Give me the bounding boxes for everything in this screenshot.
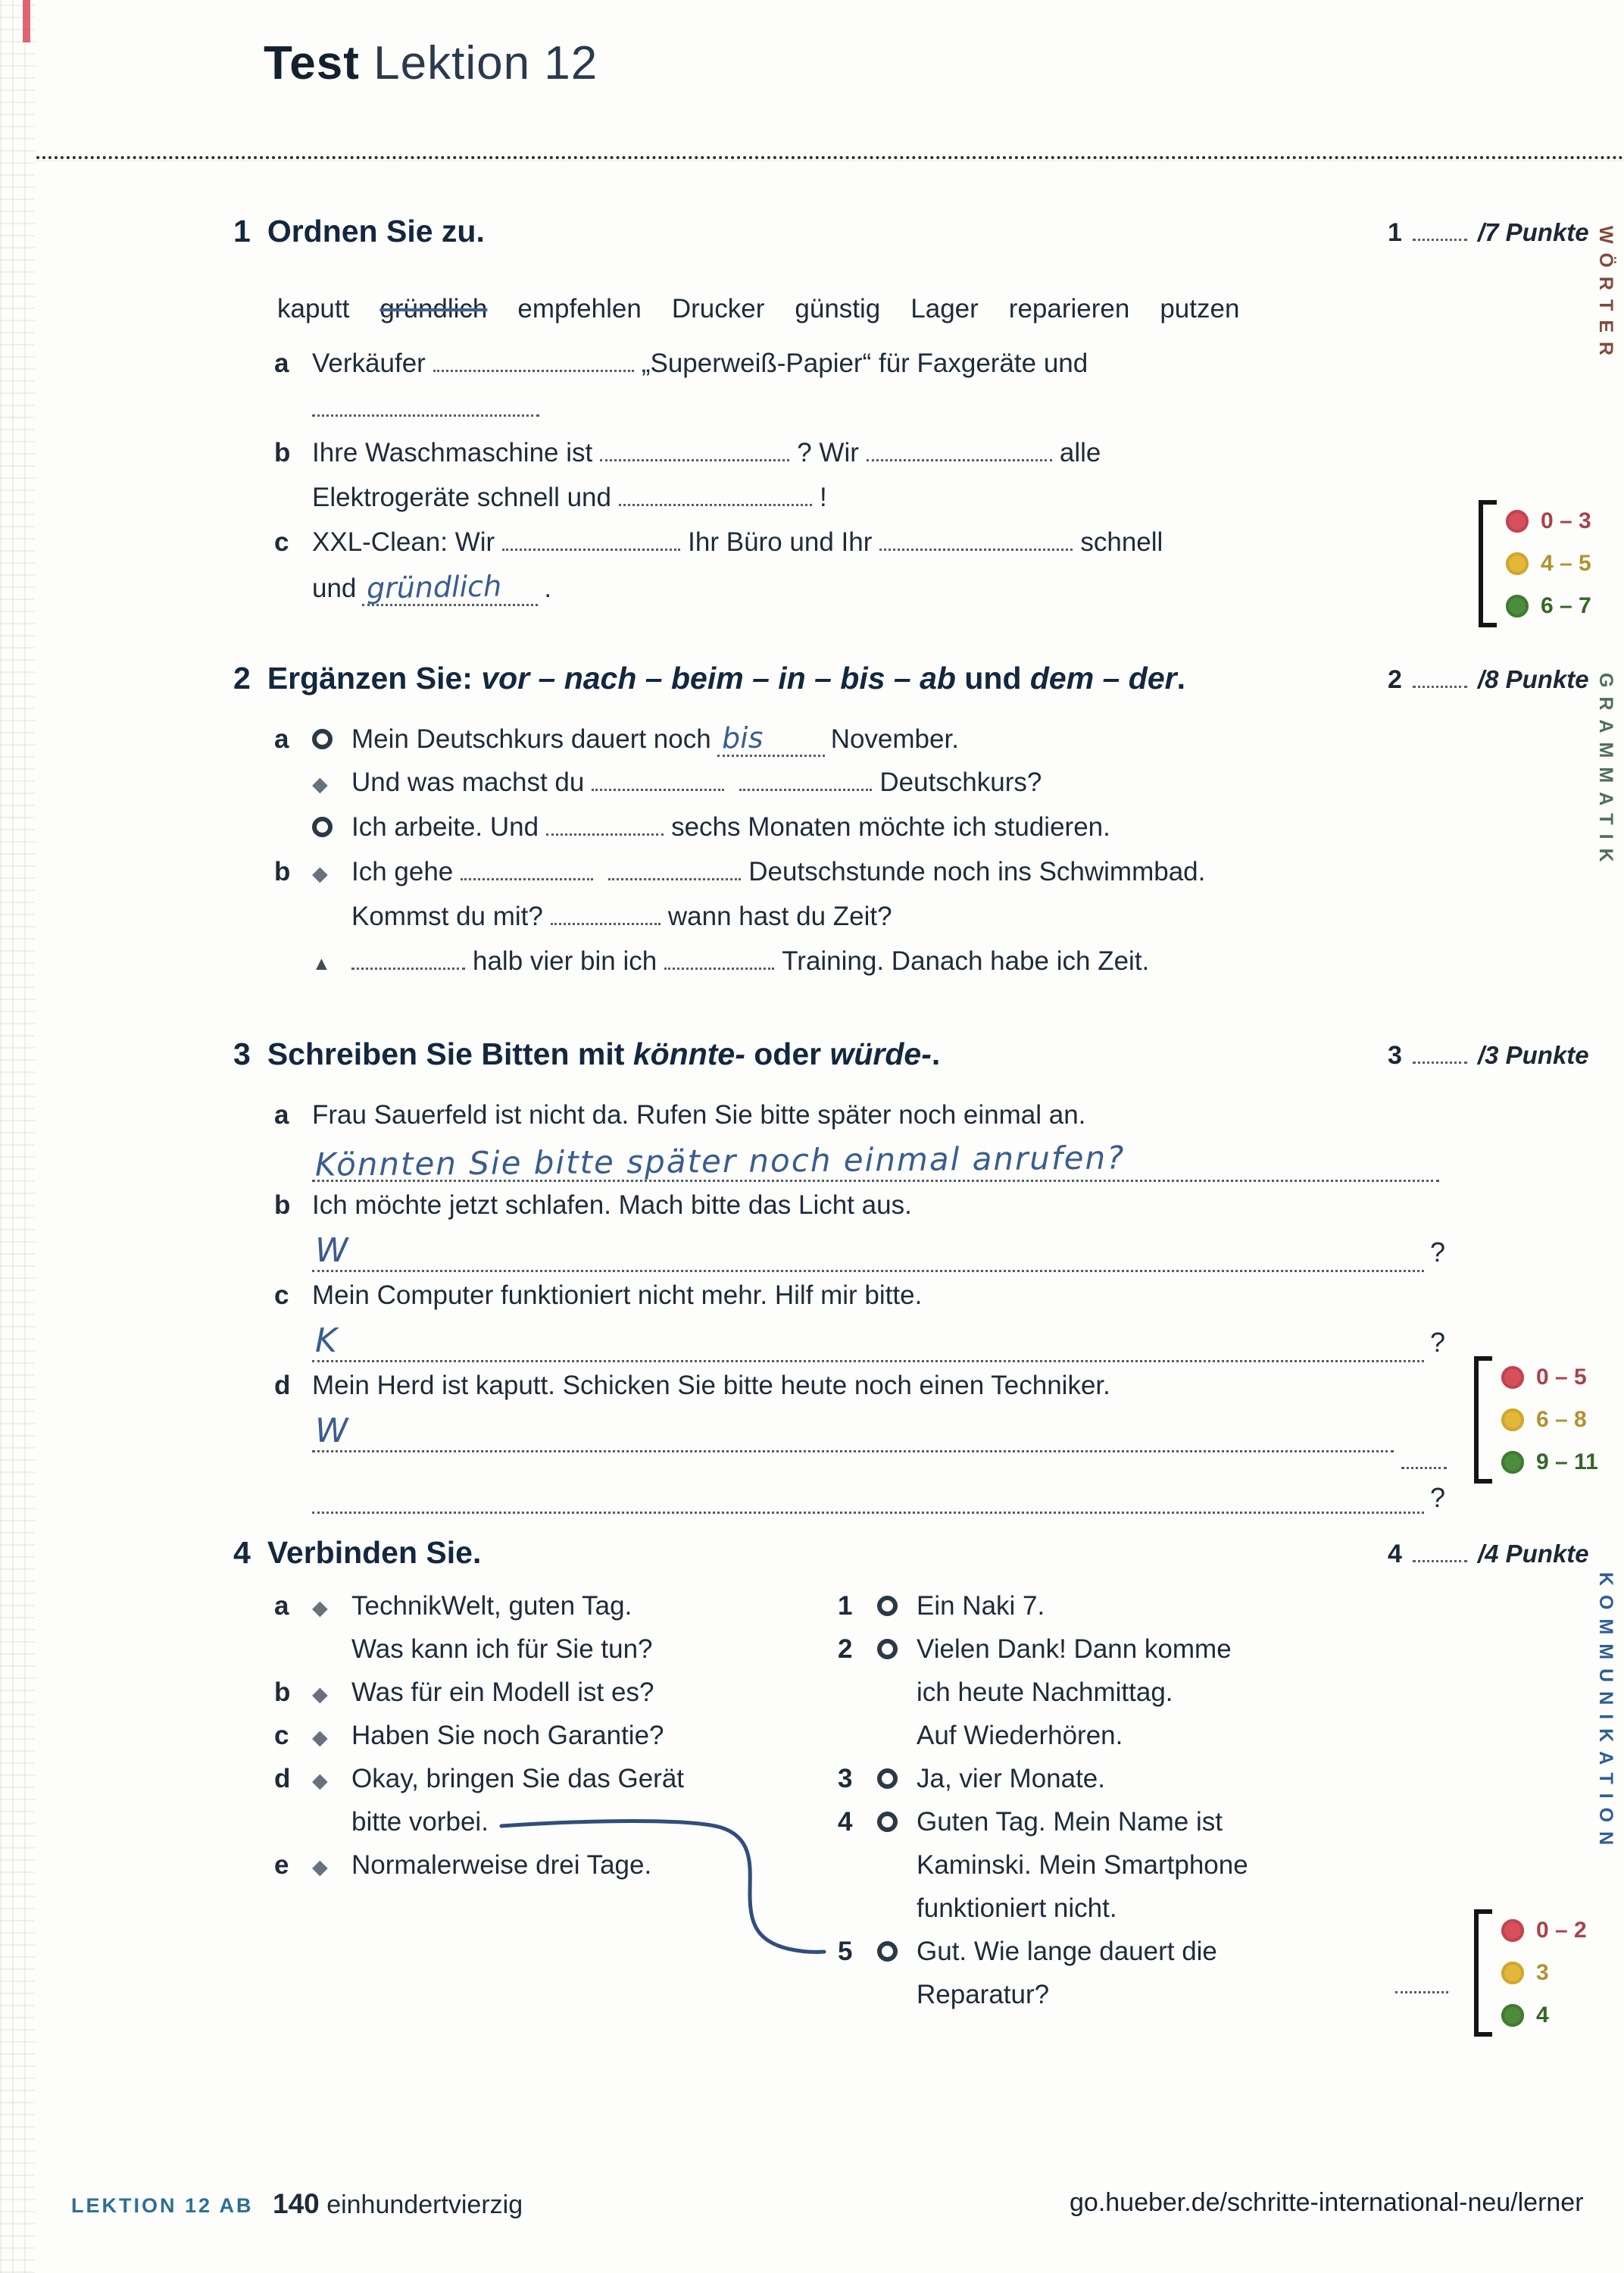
exercise4-title: Verbinden Sie. <box>267 1535 482 1570</box>
item-text: und <box>312 574 357 603</box>
fill-blank <box>664 945 774 970</box>
exercise2-b-line2 <box>274 900 1205 945</box>
title-segment: Schreiben Sie Bitten mit <box>267 1036 633 1071</box>
score-range: 0 – 5 <box>1536 1365 1587 1390</box>
match-text: Guten Tag. Mein Name ist <box>917 1807 1223 1837</box>
page-title-rest: Lektion 12 <box>373 37 598 89</box>
diamond-bullet-icon: ◆ <box>312 773 328 796</box>
score-blank-tick <box>1401 1465 1447 1469</box>
score-range: 4 <box>1536 2003 1549 2028</box>
item-text: Ihr Büro und Ihr <box>688 527 873 557</box>
match-text: Okay, bringen Sie das Gerät <box>351 1764 685 1793</box>
match-right-2-line2 <box>838 1677 1248 1721</box>
page-title <box>264 36 598 90</box>
footer-page-number <box>273 2188 523 2220</box>
fill-blank <box>608 855 741 880</box>
points3-score-blank <box>1413 1042 1467 1064</box>
exercise2-b-line3 <box>274 945 1205 990</box>
diamond-bullet-icon: ◆ <box>312 1683 328 1706</box>
item-text: „Superweiß-Papier“ für Faxgeräte und <box>641 349 1088 378</box>
exercise1-item-c-line2 <box>274 571 1163 615</box>
exercise3-d-answer-line1 <box>274 1412 1445 1461</box>
exercise4-heading <box>233 1535 481 1571</box>
score-legend-3 <box>1474 1909 1587 2037</box>
wordbank-word: Lager <box>910 294 979 324</box>
match-left-d-line1 <box>274 1764 684 1807</box>
red-dot-icon <box>1501 1366 1524 1389</box>
item-text: Mein Herd ist kaputt. Schicken Sie bitte heute noch einen Techniker. <box>312 1371 1110 1400</box>
fill-blank <box>600 436 789 461</box>
score-row-green <box>1506 586 1591 626</box>
score-range: 3 <box>1536 1960 1549 1985</box>
score-legend-1 <box>1479 500 1591 627</box>
exercise2-items <box>274 721 1205 990</box>
match-right-3 <box>838 1764 1248 1807</box>
answer-line <box>312 1321 1424 1362</box>
title-segment: und <box>955 661 1030 696</box>
match-text: Was für ein Modell ist es? <box>351 1677 654 1707</box>
scan-corner-mark <box>23 0 30 42</box>
match-text: Haben Sie noch Garantie? <box>351 1721 664 1750</box>
score-range: 9 – 11 <box>1536 1449 1598 1474</box>
item-label: a <box>274 1591 289 1621</box>
title-segment-italic: dem – der <box>1029 661 1177 696</box>
score-row-yellow <box>1501 1953 1587 1993</box>
wordbank-word: günstig <box>795 294 881 324</box>
match-left-a-line2 <box>274 1634 684 1677</box>
item-text: Frau Sauerfeld ist nicht da. Rufen Sie bitte später noch einmal an. <box>312 1100 1086 1130</box>
exercise3-a-prompt <box>274 1100 1445 1145</box>
points1-number: 1 <box>1388 218 1402 247</box>
title-segment-italic: vor – nach – beim – in – bis – ab <box>481 661 956 696</box>
match-text: Was kann ich für Sie tun? <box>351 1634 653 1664</box>
points4-number: 4 <box>1388 1540 1402 1568</box>
item-number: 4 <box>838 1807 853 1837</box>
match-right-5-line1 <box>838 1937 1248 1980</box>
green-dot-icon <box>1501 1451 1524 1474</box>
score-row-red <box>1506 502 1591 541</box>
red-dot-icon <box>1501 1919 1524 1942</box>
answer-line <box>312 1139 1439 1183</box>
footer-url: go.hueber.de/schritte-international-neu/lerner <box>1070 2188 1584 2217</box>
question-mark: ? <box>1430 1482 1446 1513</box>
match-text: funktioniert nicht. <box>917 1893 1117 1923</box>
page-number: 140 <box>273 2188 320 2219</box>
item-label: c <box>274 527 289 557</box>
item-text: Deutschkurs? <box>879 768 1042 797</box>
exercise1-item-b-line2 <box>274 481 1163 526</box>
exercise2-a-line1 <box>274 721 1205 766</box>
match-right-5-line2 <box>838 1980 1248 2023</box>
points1-score-blank <box>1413 219 1467 241</box>
title-segment: . <box>931 1036 941 1071</box>
green-dot-icon <box>1506 595 1529 617</box>
side-label-kommunikation: KOMMUNIKATION <box>1595 1572 1616 1855</box>
question-mark: ? <box>1430 1327 1446 1358</box>
match-text: Kaminski. Mein Smartphone <box>917 1850 1248 1880</box>
item-text: Ich arbeite. Und <box>351 812 539 842</box>
question-mark: ? <box>1430 1237 1446 1268</box>
triangle-bullet-icon: ▲ <box>312 953 331 974</box>
item-text: Mein Deutschkurs dauert noch <box>351 724 711 754</box>
item-label: d <box>274 1764 291 1793</box>
item-text: Kommst du mit? <box>351 902 543 931</box>
item-text: Ich gehe <box>351 857 454 886</box>
item-label: d <box>274 1371 291 1400</box>
scan-edge-texture <box>0 0 35 2273</box>
diamond-bullet-icon: ◆ <box>312 1596 328 1619</box>
handwritten-answer: Könnten Sie bitte später noch einmal anrufen? <box>314 1139 1126 1183</box>
match-text: Auf Wiederhören. <box>917 1721 1123 1750</box>
item-label: c <box>274 1721 289 1750</box>
match-text: ich heute Nachmittag. <box>917 1677 1173 1707</box>
item-label: b <box>274 1190 291 1220</box>
item-label: e <box>274 1850 289 1880</box>
points3-number: 3 <box>1388 1041 1402 1070</box>
score-row-red <box>1501 1358 1598 1397</box>
item-number: 1 <box>838 1591 853 1621</box>
exercise3-number: 3 <box>233 1036 251 1071</box>
ring-bullet-icon <box>877 1937 917 1967</box>
score-range: 0 – 3 <box>1541 508 1591 533</box>
exercise1-points <box>1388 218 1589 248</box>
exercise3-d-answer-line2 <box>274 1461 1445 1514</box>
item-text: Deutschstunde noch ins Schwimmbad. <box>748 857 1206 886</box>
fill-blank <box>592 766 724 791</box>
ring-bullet-icon <box>877 1591 917 1621</box>
match-right-1 <box>838 1591 1248 1634</box>
exercise3-points <box>1388 1041 1589 1071</box>
title-segment: Ergänzen Sie: <box>267 661 482 696</box>
yellow-dot-icon <box>1501 1409 1524 1431</box>
handwritten-answer: bis <box>721 721 764 755</box>
item-text: November. <box>830 724 959 754</box>
exercise3-items <box>274 1100 1445 1514</box>
points4-label: /4 Punkte <box>1477 1540 1589 1568</box>
diamond-bullet-icon: ◆ <box>312 1726 328 1749</box>
exercise1-number: 1 <box>233 214 251 249</box>
item-text: Verkäufer <box>312 349 426 378</box>
score-row-yellow <box>1506 544 1591 583</box>
match-right-4-line3 <box>838 1893 1248 1937</box>
match-text: TechnikWelt, guten Tag. <box>351 1591 632 1621</box>
ring-bullet-icon <box>877 1764 917 1794</box>
match-left-b <box>274 1677 684 1721</box>
diamond-bullet-icon: ◆ <box>312 1856 328 1878</box>
answer-line <box>312 1477 1424 1514</box>
score-range: 6 – 8 <box>1536 1407 1587 1432</box>
exercise2-b-line1 <box>274 855 1205 900</box>
score-bracket <box>1474 1356 1492 1484</box>
handwritten-answer: W <box>315 1231 348 1270</box>
handwritten-on-blank <box>362 571 538 606</box>
match-left-a-line1 <box>274 1591 684 1634</box>
score-bracket <box>1479 500 1497 627</box>
exercise1-wordbank <box>277 294 1239 324</box>
match-text: Reparatur? <box>917 1980 1050 2009</box>
item-label: b <box>274 857 291 886</box>
handwritten-answer: K <box>315 1321 337 1360</box>
yellow-dot-icon <box>1506 552 1529 575</box>
fill-blank <box>502 526 680 551</box>
match-text: Vielen Dank! Dann komme <box>917 1634 1232 1664</box>
fill-blank <box>739 766 872 791</box>
score-rows <box>1506 500 1591 627</box>
item-text: Und was machst du <box>351 768 585 797</box>
match-left-d-line2 <box>274 1807 684 1850</box>
score-rows <box>1501 1909 1587 2037</box>
match-text: Ja, vier Monate. <box>917 1764 1105 1793</box>
points3-label: /3 Punkte <box>1477 1041 1589 1069</box>
score-row-yellow <box>1501 1400 1598 1440</box>
item-text: wann hast du Zeit? <box>667 902 892 931</box>
points2-number: 2 <box>1388 665 1402 694</box>
item-label: b <box>274 1677 291 1707</box>
handwritten-answer: W <box>315 1412 348 1450</box>
wordbank-word: putzen <box>1160 294 1240 324</box>
match-left-e <box>274 1850 684 1893</box>
exercise4-points <box>1388 1540 1589 1569</box>
item-text: Elektrogeräte schnell und <box>312 483 611 512</box>
footer-lesson-label: LEKTION 12 AB <box>71 2194 254 2217</box>
match-left-c <box>274 1721 684 1764</box>
fill-blank <box>551 900 661 925</box>
wordbank-word: kaputt <box>277 294 350 324</box>
fill-blank <box>351 945 465 970</box>
wordbank-word: Drucker <box>671 294 765 324</box>
score-row-green <box>1501 1443 1598 1482</box>
page-number-word: einhundertvierzig <box>326 2190 523 2219</box>
item-text: ? Wir <box>797 438 859 467</box>
item-label: a <box>274 349 289 378</box>
exercise1-title: Ordnen Sie zu. <box>267 214 485 249</box>
points4-score-blank <box>1413 1540 1467 1562</box>
exercise1-item-c-line1 <box>274 526 1163 571</box>
score-range: 0 – 2 <box>1536 1918 1587 1943</box>
score-bracket <box>1474 1909 1492 2037</box>
handwritten-answer: gründlich <box>367 569 502 605</box>
item-label: b <box>274 438 291 467</box>
item-label: a <box>274 724 289 754</box>
side-label-grammatik: GRAMMATIK <box>1595 673 1616 871</box>
exercise3-c-prompt <box>274 1280 1445 1325</box>
item-text: ! <box>819 483 827 512</box>
title-segment-italic: könnte- <box>632 1036 745 1071</box>
match-right-2-line3 <box>838 1721 1248 1764</box>
exercise2-a-line2 <box>274 766 1205 811</box>
ring-bullet-icon <box>312 724 351 755</box>
title-segment-italic: würde- <box>829 1036 932 1071</box>
exercise3-d-prompt <box>274 1371 1445 1415</box>
exercise2-points <box>1388 665 1589 695</box>
exercise1-item-a-line2 <box>274 392 1163 436</box>
red-dot-icon <box>1506 510 1529 533</box>
title-segment: . <box>1176 661 1185 696</box>
ring-bullet-icon <box>877 1807 917 1837</box>
wordbank-word-crossed: gründlich <box>379 294 488 324</box>
exercise4-left-column <box>274 1591 684 1893</box>
title-segment: oder <box>745 1036 830 1071</box>
match-right-4-line2 <box>838 1850 1248 1893</box>
points1-label: /7 Punkte <box>1477 218 1589 246</box>
wordbank-word: reparieren <box>1008 294 1130 324</box>
match-text: Normalerweise drei Tage. <box>351 1850 652 1880</box>
diamond-bullet-icon: ◆ <box>312 862 328 885</box>
fill-blank <box>546 811 664 836</box>
exercise1-item-b-line1 <box>274 436 1163 481</box>
item-number: 3 <box>838 1764 853 1793</box>
answer-line <box>312 1231 1424 1272</box>
match-right-2-line1 <box>838 1634 1248 1677</box>
item-number: 2 <box>838 1634 853 1664</box>
points2-score-blank <box>1413 666 1467 688</box>
item-text: halb vier bin ich <box>473 946 657 976</box>
fill-blank <box>312 392 539 417</box>
exercise1-item-a-line1 <box>274 347 1163 392</box>
answer-line <box>312 1412 1394 1452</box>
item-text: Mein Computer funktioniert nicht mehr. Hilf mir bitte. <box>312 1280 923 1310</box>
page-title-bold: Test <box>264 37 360 89</box>
ring-bullet-icon <box>312 812 351 843</box>
points2-label: /8 Punkte <box>1477 665 1589 693</box>
score-row-green <box>1501 1996 1587 2035</box>
score-rows <box>1501 1356 1598 1484</box>
fill-blank <box>619 481 812 506</box>
match-right-4-line1 <box>838 1807 1248 1850</box>
exercise2-a-line3 <box>274 811 1205 855</box>
green-dot-icon <box>1501 2004 1524 2027</box>
item-label: a <box>274 1100 289 1130</box>
diamond-bullet-icon: ◆ <box>312 1769 328 1792</box>
score-blank-tick <box>1395 1990 1448 1993</box>
item-number: 5 <box>838 1937 853 1966</box>
match-text: bitte vorbei. <box>351 1807 489 1837</box>
handwritten-on-blank <box>717 721 825 757</box>
score-range: 6 – 7 <box>1541 593 1591 618</box>
exercise3-title <box>267 1036 941 1072</box>
exercise3-c-answer <box>274 1321 1446 1371</box>
item-text: Training. Danach habe ich Zeit. <box>782 946 1150 976</box>
exercise3-heading <box>233 1036 940 1072</box>
item-text: . <box>544 574 552 603</box>
item-text: sechs Monaten möchte ich studieren. <box>671 812 1110 842</box>
exercise2-title <box>267 661 1185 696</box>
exercise2-number: 2 <box>233 661 251 696</box>
wordbank-word: empfehlen <box>517 294 642 324</box>
fill-blank <box>867 436 1052 461</box>
score-row-red <box>1501 1911 1587 1950</box>
exercise3-b-answer <box>274 1231 1446 1280</box>
exercise3-a-answer <box>274 1139 1445 1190</box>
score-legend-2 <box>1474 1356 1598 1484</box>
score-range: 4 – 5 <box>1541 551 1591 576</box>
exercise2-heading <box>233 661 1185 696</box>
fill-blank <box>461 855 593 880</box>
exercise1-items <box>274 347 1163 615</box>
item-text: Ich möchte jetzt schlafen. Mach bitte das Licht aus. <box>312 1190 912 1220</box>
side-label-woerter: WÖRTER <box>1595 226 1616 365</box>
exercise1-heading <box>233 214 485 249</box>
fill-blank <box>433 347 634 372</box>
item-text: alle <box>1059 438 1101 467</box>
exercise3-b-prompt <box>274 1190 1445 1235</box>
item-label: c <box>274 1280 289 1310</box>
exercise4-number: 4 <box>233 1535 251 1570</box>
header-divider <box>36 156 1624 161</box>
match-text: Ein Naki 7. <box>917 1591 1045 1621</box>
item-text: Ihre Waschmaschine ist <box>312 438 593 467</box>
fill-blank <box>879 526 1073 551</box>
ring-bullet-icon <box>877 1634 917 1665</box>
item-text: XXL-Clean: Wir <box>312 527 495 557</box>
exercise4-right-column <box>838 1591 1248 2023</box>
yellow-dot-icon <box>1501 1962 1524 1984</box>
item-text: schnell <box>1080 527 1163 557</box>
match-text: Gut. Wie lange dauert die <box>917 1937 1217 1966</box>
